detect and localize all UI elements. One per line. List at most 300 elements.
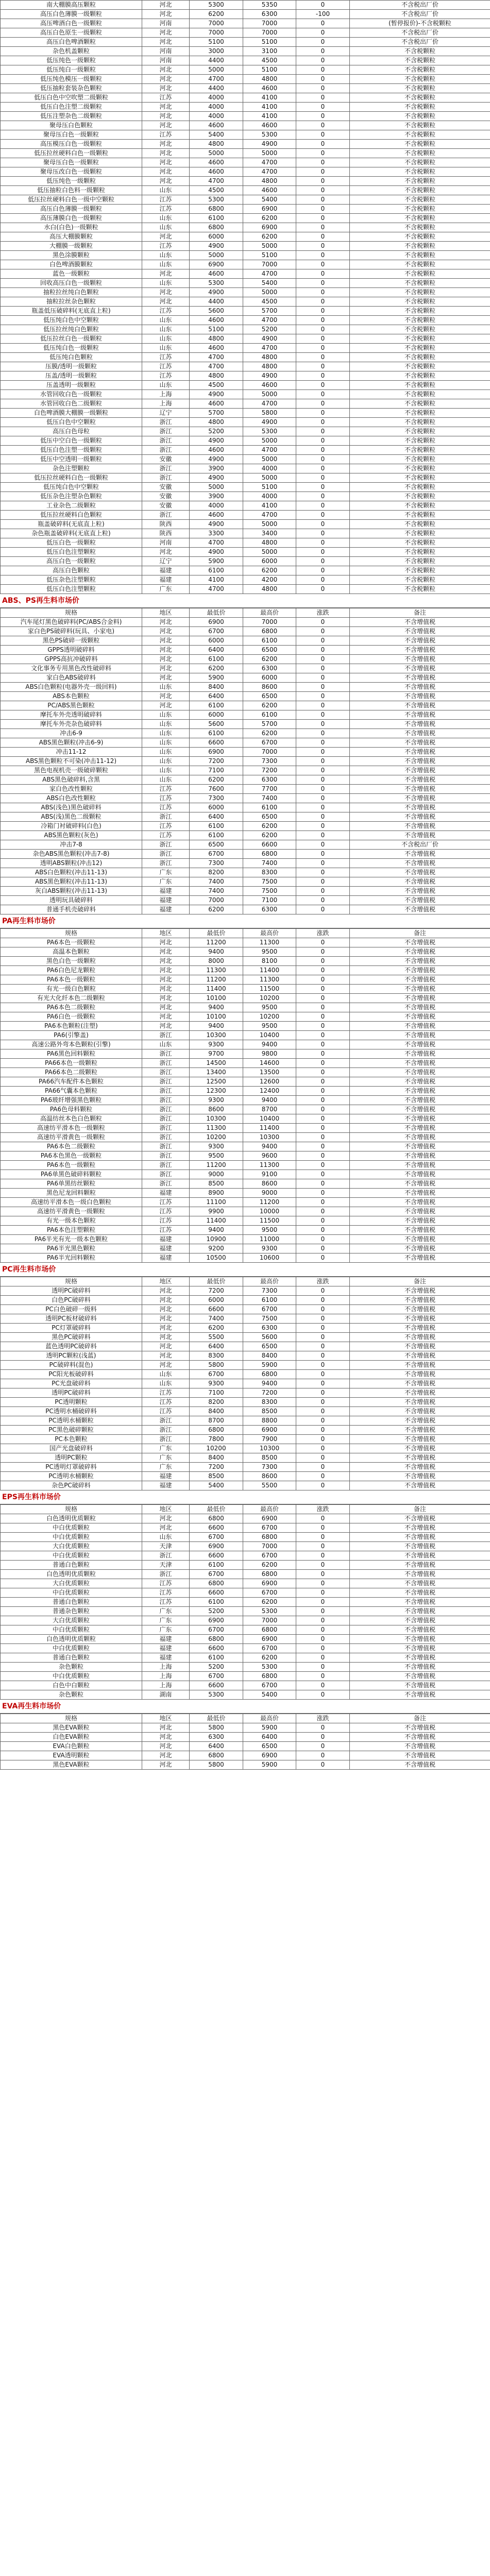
column-header: 最高价 [243, 1714, 296, 1723]
table-cell: 0 [296, 673, 350, 683]
table-row [1, 692, 490, 701]
table-cell: 0 [296, 371, 350, 381]
table-cell: 0 [296, 1, 350, 10]
table-cell: 低压纯色模压一级颗粒 [1, 75, 142, 84]
table-row [1, 1472, 490, 1481]
table-cell: 不含增值税 [350, 1551, 490, 1561]
table-cell: 8200 [190, 1398, 243, 1407]
table-cell: 0 [296, 84, 350, 93]
table-cell: ABS黑色破碎料,含黑 [1, 775, 142, 785]
table-cell: 0 [296, 483, 350, 492]
table-cell: PA6黑色回料颗粒 [1, 1049, 142, 1059]
table-row [1, 279, 490, 288]
table-cell: 低压拉丝硬料白色一级中空颗粒 [1, 195, 142, 205]
table-cell: 不含增值税 [350, 822, 490, 831]
table-cell: 7200 [190, 1286, 243, 1296]
table-cell: 6800 [243, 1625, 296, 1635]
column-header: 涨跌 [296, 1714, 350, 1723]
table-row [1, 575, 490, 585]
table-cell: 4600 [190, 446, 243, 455]
table-cell: 0 [296, 831, 350, 840]
table-cell: 浙江 [142, 1068, 190, 1077]
table-cell: 5000 [243, 149, 296, 158]
table-cell: 蓝色透明PC破碎料 [1, 1342, 142, 1351]
table-cell: 9900 [190, 1207, 243, 1216]
table-cell: 不含税颗粒 [350, 557, 490, 566]
table-cell: 7000 [243, 260, 296, 269]
table-cell: 0 [296, 334, 350, 344]
table-cell: 5000 [243, 436, 296, 446]
table-cell: 广东 [142, 1607, 190, 1616]
table-cell: 江苏 [142, 1398, 190, 1407]
table-cell: PA6本色二级颗粒 [1, 1003, 142, 1012]
table-cell: 不含税颗粒 [350, 409, 490, 418]
table-cell: 6300 [243, 1324, 296, 1333]
table-cell: 山东 [142, 325, 190, 334]
table-cell: 5900 [243, 1760, 296, 1770]
table-cell: 不含增值税 [350, 1286, 490, 1296]
column-header: 地区 [142, 608, 190, 618]
table-cell: 有光一级本色颗粒 [1, 1216, 142, 1226]
table-row [1, 1235, 490, 1244]
table-cell: 浙江 [142, 1151, 190, 1161]
table-cell: 高速纺平滑黄色一级颗粒 [1, 1133, 142, 1142]
table-row [1, 158, 490, 167]
table-cell: 河北 [142, 985, 190, 994]
table-cell: 5000 [190, 251, 243, 260]
table-row [1, 1351, 490, 1361]
table-cell: 11300 [243, 975, 296, 985]
table-cell: 3400 [243, 529, 296, 538]
table-row [1, 1370, 490, 1379]
table-row [1, 994, 490, 1003]
table-cell: 不含税颗粒 [350, 186, 490, 195]
table-cell: 0 [296, 1049, 350, 1059]
table-cell: 杂色颗粒 [1, 1663, 142, 1672]
table-cell: 山东 [142, 729, 190, 738]
table-cell: PA6半光回料颗粒 [1, 1253, 142, 1263]
table-cell: 6200 [243, 1561, 296, 1570]
table-cell: 0 [296, 381, 350, 390]
table-cell: 0 [296, 186, 350, 195]
table-cell: 不含增值税 [350, 1226, 490, 1235]
column-header: 备注 [350, 1714, 490, 1723]
table-cell: 0 [296, 103, 350, 112]
table-cell: 江苏 [142, 785, 190, 794]
table-cell: PC阳光板破碎料 [1, 1370, 142, 1379]
table-cell: 河北 [142, 1760, 190, 1770]
table-cell: 不含税颗粒 [350, 260, 490, 269]
table-cell: 5100 [190, 325, 243, 334]
table-cell: 7300 [190, 794, 243, 803]
table-cell: 不含增值税 [350, 757, 490, 766]
table-cell: 4700 [243, 399, 296, 409]
table-row [1, 103, 490, 112]
table-cell: 11500 [243, 985, 296, 994]
table-cell: 家白色ABS破碎料 [1, 673, 142, 683]
table-row [1, 868, 490, 877]
table-cell: 福建 [142, 1189, 190, 1198]
table-cell: 4900 [190, 548, 243, 557]
table-cell: 低压白色注塑颗粒 [1, 585, 142, 594]
table-row [1, 1607, 490, 1616]
table-row [1, 242, 490, 251]
table-cell: 0 [296, 1607, 350, 1616]
table-cell: 不含增值税 [350, 1570, 490, 1579]
table-row [1, 501, 490, 511]
table-cell: 0 [296, 1426, 350, 1435]
table-cell: 不含增值税 [350, 1426, 490, 1435]
table-cell: 0 [296, 1663, 350, 1672]
table-cell: 6100 [190, 729, 243, 738]
table-cell: 4900 [190, 436, 243, 446]
table-cell: 0 [296, 1379, 350, 1388]
table-cell: 不含税颗粒 [350, 112, 490, 121]
table-cell: 汽车尾灯黑色破碎料(PC/ABS合金料) [1, 618, 142, 627]
table-cell: 6100 [190, 701, 243, 710]
table-cell: 不含税颗粒 [350, 167, 490, 177]
table-cell: 7000 [243, 748, 296, 757]
price-table [0, 1504, 490, 1700]
table-cell: 0 [296, 1096, 350, 1105]
table-cell: 压膜/透明一级颗粒 [1, 362, 142, 371]
table-cell: 4700 [243, 158, 296, 167]
table-cell: 5800 [190, 1361, 243, 1370]
table-cell: 江苏 [142, 93, 190, 103]
table-cell: 江苏 [142, 371, 190, 381]
table-cell: 低压白色一级颗粒 [1, 538, 142, 548]
table-cell: 5000 [190, 483, 243, 492]
table-cell: 不含税颗粒 [350, 251, 490, 260]
column-header: 备注 [350, 1277, 490, 1286]
table-cell: 不含税颗粒 [350, 158, 490, 167]
table-cell: 0 [296, 1481, 350, 1490]
table-cell: 山东 [142, 223, 190, 232]
table-cell: 0 [296, 1653, 350, 1663]
table-row [1, 859, 490, 868]
table-cell: 家白色PS破碎料(玩具、小家电) [1, 627, 142, 636]
table-cell: 不含增值税 [350, 1361, 490, 1370]
table-cell: 低压拉丝白色一级颗粒 [1, 334, 142, 344]
table-cell: 不含增值税 [350, 1096, 490, 1105]
table-cell: 0 [296, 511, 350, 520]
table-cell: 不含税颗粒 [350, 205, 490, 214]
table-cell: PA6(引擎盖) [1, 1031, 142, 1040]
table-cell: 高温纺丝本色白色颗粒 [1, 1114, 142, 1124]
table-cell: 6000 [190, 636, 243, 646]
table-cell: 山东 [142, 279, 190, 288]
table-cell: 6200 [243, 566, 296, 575]
table-row [1, 812, 490, 822]
table-cell: 6800 [190, 205, 243, 214]
column-header: 涨跌 [296, 1505, 350, 1514]
table-cell: 0 [296, 1161, 350, 1170]
table-row [1, 1444, 490, 1453]
table-cell: 0 [296, 775, 350, 785]
table-cell: 0 [296, 1690, 350, 1700]
table-cell: 不含增值税 [350, 1161, 490, 1170]
table-cell: 河北 [142, 177, 190, 186]
table-cell: 6800 [243, 850, 296, 859]
table-cell: 0 [296, 1207, 350, 1216]
table-cell: 0 [296, 473, 350, 483]
table-cell: 4700 [243, 316, 296, 325]
table-cell: 6900 [190, 748, 243, 757]
table-cell: 河北 [142, 673, 190, 683]
table-cell: 6100 [190, 1561, 243, 1570]
table-cell: 水白(白色)一级颗粒 [1, 223, 142, 232]
table-row [1, 1760, 490, 1770]
table-cell: 广东 [142, 877, 190, 887]
table-cell: 不含增值税 [350, 1733, 490, 1742]
table-cell: 低压拉丝硬料白色一级颗粒 [1, 473, 142, 483]
table-row [1, 1598, 490, 1607]
table-cell: 河北 [142, 1523, 190, 1533]
table-cell: 低压白色注塑一级颗粒 [1, 446, 142, 455]
table-cell: 0 [296, 1398, 350, 1407]
table-cell: 不含增值税 [350, 1751, 490, 1760]
table-cell: 0 [296, 1514, 350, 1523]
table-cell: 6100 [190, 1653, 243, 1663]
table-cell: 不含增值税 [350, 1244, 490, 1253]
table-row [1, 673, 490, 683]
table-cell: PA6单黑纺丝颗粒 [1, 1179, 142, 1189]
table-cell: ABS白色颗粒(冲击11-13) [1, 868, 142, 877]
table-row [1, 177, 490, 186]
table-cell: 5100 [243, 65, 296, 75]
table-cell: 5800 [190, 1723, 243, 1733]
table-cell: 不含增值税 [350, 1370, 490, 1379]
table-cell: 不含增值税 [350, 994, 490, 1003]
table-row [1, 1124, 490, 1133]
table-cell: 不含税颗粒 [350, 288, 490, 297]
table-row [1, 1207, 490, 1216]
table-cell: 7000 [190, 19, 243, 28]
table-cell: 杂色瓶盖破碎料(无底直上粒) [1, 529, 142, 538]
table-cell: 11200 [190, 938, 243, 947]
table-row [1, 195, 490, 205]
table-row [1, 399, 490, 409]
table-cell: 不含增值税 [350, 683, 490, 692]
column-header: 最高价 [243, 929, 296, 938]
table-cell: 不含税颗粒 [350, 371, 490, 381]
table-cell: 不含增值税 [350, 1523, 490, 1533]
table-cell: 低压白色中空颗粒 [1, 418, 142, 427]
table-cell: 不含增值税 [350, 785, 490, 794]
table-cell: 8000 [190, 957, 243, 966]
table-row [1, 1040, 490, 1049]
table-cell: 白色啤酒膜大棚膜一级颗粒 [1, 409, 142, 418]
table-header-row [1, 929, 490, 938]
table-cell: 0 [296, 158, 350, 167]
table-row [1, 1453, 490, 1463]
table-cell: 不含税颗粒 [350, 511, 490, 520]
table-cell: 不含税颗粒 [350, 56, 490, 65]
table-cell: 10300 [190, 1031, 243, 1040]
table-cell: 摩托车外壳杂色破碎料 [1, 720, 142, 729]
table-cell: 不含增值税 [350, 1133, 490, 1142]
table-row [1, 520, 490, 529]
table-cell: 不含增值税 [350, 831, 490, 840]
table-cell: 河北 [142, 957, 190, 966]
table-cell: 低压抽粒套装杂色颗粒 [1, 84, 142, 93]
table-row [1, 1, 490, 10]
table-cell: 河北 [142, 1514, 190, 1523]
table-cell: 江苏 [142, 195, 190, 205]
table-cell: 4600 [243, 84, 296, 93]
table-cell: 不含增值税 [350, 1124, 490, 1133]
table-row [1, 646, 490, 655]
table-cell: 不含税颗粒 [350, 307, 490, 316]
table-cell: 7200 [243, 766, 296, 775]
table-cell: 10400 [243, 1031, 296, 1040]
table-cell: 11100 [190, 1198, 243, 1207]
table-cell: 河北 [142, 1003, 190, 1012]
table-cell: 湖南 [142, 1690, 190, 1700]
table-cell: 6000 [190, 803, 243, 812]
table-cell: 低压中空透明一级颗粒 [1, 455, 142, 464]
table-cell: 6800 [190, 1426, 243, 1435]
table-cell: 6900 [190, 1542, 243, 1551]
table-cell: 不含税颗粒 [350, 455, 490, 464]
table-cell: 4900 [190, 288, 243, 297]
table-cell: 河北 [142, 1342, 190, 1351]
table-cell: 低压纯白色中空颗粒 [1, 316, 142, 325]
table-cell: 11400 [190, 1216, 243, 1226]
table-cell: 不含增值税 [350, 957, 490, 966]
table-row [1, 1672, 490, 1681]
table-cell: 有光一级白色颗粒 [1, 985, 142, 994]
table-row [1, 1342, 490, 1351]
table-cell: 不含税颗粒 [350, 325, 490, 334]
table-cell: 广东 [142, 585, 190, 594]
table-cell: 0 [296, 646, 350, 655]
table-cell: 0 [296, 409, 350, 418]
table-cell: 不含增值税 [350, 664, 490, 673]
table-cell: 低压中空白色一级颗粒 [1, 436, 142, 446]
table-row [1, 975, 490, 985]
table-cell: 江苏 [142, 307, 190, 316]
table-cell: 8900 [190, 1189, 243, 1198]
table-cell: 8700 [243, 1105, 296, 1114]
table-cell: 4800 [243, 75, 296, 84]
table-cell: 不含增值税 [350, 877, 490, 887]
table-row [1, 427, 490, 436]
table-header-row [1, 1277, 490, 1286]
table-cell: 河南 [142, 19, 190, 28]
table-row [1, 307, 490, 316]
table-cell: 9500 [190, 1151, 243, 1161]
table-cell: 5900 [243, 1723, 296, 1733]
table-cell: 天津 [142, 1561, 190, 1570]
table-cell: 0 [296, 1588, 350, 1598]
table-cell: 6700 [190, 1672, 243, 1681]
table-cell: 浙江 [142, 464, 190, 473]
table-cell: 工业杂色二级颗粒 [1, 501, 142, 511]
table-cell: 不含税颗粒 [350, 418, 490, 427]
table-row [1, 1161, 490, 1170]
table-cell: 不含税颗粒 [350, 464, 490, 473]
table-cell: 7400 [190, 877, 243, 887]
table-cell: 中白优质颗粒 [1, 1551, 142, 1561]
table-cell: 6200 [243, 232, 296, 242]
table-cell: 不含增值税 [350, 1003, 490, 1012]
table-cell: 7800 [190, 1435, 243, 1444]
table-cell: 0 [296, 232, 350, 242]
table-cell: 福建 [142, 1481, 190, 1490]
table-cell: 不含增值税 [350, 1481, 490, 1490]
table-cell: 透明PC破碎料 [1, 1388, 142, 1398]
table-cell: 0 [296, 1124, 350, 1133]
table-cell: 8300 [190, 1351, 243, 1361]
table-cell: 0 [296, 112, 350, 121]
table-cell: 高压白色母粒 [1, 427, 142, 436]
table-cell: 6700 [190, 1570, 243, 1579]
table-cell: 透明PC颗粒(浅蓝) [1, 1351, 142, 1361]
table-cell: 安徽 [142, 483, 190, 492]
table-cell: 0 [296, 896, 350, 905]
table-cell: 不含税出厂价 [350, 10, 490, 19]
table-cell: 5300 [243, 130, 296, 140]
table-cell: 普通白色颗粒 [1, 1598, 142, 1607]
table-cell: 10200 [190, 1444, 243, 1453]
table-cell: 0 [296, 1351, 350, 1361]
table-cell: 高压白色颗粒 [1, 566, 142, 575]
table-cell: 6600 [190, 1305, 243, 1314]
table-cell: 6700 [243, 1551, 296, 1561]
table-cell: 8300 [243, 868, 296, 877]
table-cell: 高速公路外弯本色颗粒(引擎) [1, 1040, 142, 1049]
table-cell: 河北 [142, 994, 190, 1003]
table-cell: 上海 [142, 1672, 190, 1681]
table-cell: 河北 [142, 1324, 190, 1333]
table-cell: 山东 [142, 738, 190, 748]
table-cell: 低压纯白一级颗粒 [1, 65, 142, 75]
table-cell: 5000 [190, 65, 243, 75]
table-cell: 5200 [190, 1607, 243, 1616]
table-cell: 灰白ABS颗粒(冲击11-13) [1, 887, 142, 896]
table-cell: PA6白色一级颗粒 [1, 1012, 142, 1022]
table-row [1, 167, 490, 177]
table-cell: 河北 [142, 692, 190, 701]
table-cell: 6100 [243, 1296, 296, 1305]
table-cell: 5000 [243, 455, 296, 464]
table-cell: 0 [296, 223, 350, 232]
table-cell: 0 [296, 859, 350, 868]
table-cell: 不含税颗粒 [350, 149, 490, 158]
table-cell: -100 [296, 10, 350, 19]
table-cell: 0 [296, 288, 350, 297]
table-row [1, 1170, 490, 1179]
table-cell: 不含增值税 [350, 627, 490, 636]
table-cell: 6900 [243, 205, 296, 214]
table-row [1, 1059, 490, 1068]
table-cell: 不含增值税 [350, 1579, 490, 1588]
table-cell: 不含税颗粒 [350, 75, 490, 84]
table-cell: 高压大棚膜颗粒 [1, 232, 142, 242]
table-cell: 0 [296, 1087, 350, 1096]
table-row [1, 121, 490, 130]
table-cell: 浙江 [142, 427, 190, 436]
table-cell: 8100 [243, 957, 296, 966]
table-cell: 透明ABS颗粒(冲击12) [1, 859, 142, 868]
table-cell: 不含增值税 [350, 947, 490, 957]
table-cell: 普通白色颗粒 [1, 1561, 142, 1570]
table-row [1, 1690, 490, 1700]
column-header: 地区 [142, 1505, 190, 1514]
table-cell: 不含增值税 [350, 766, 490, 775]
table-cell: 5300 [243, 1663, 296, 1672]
